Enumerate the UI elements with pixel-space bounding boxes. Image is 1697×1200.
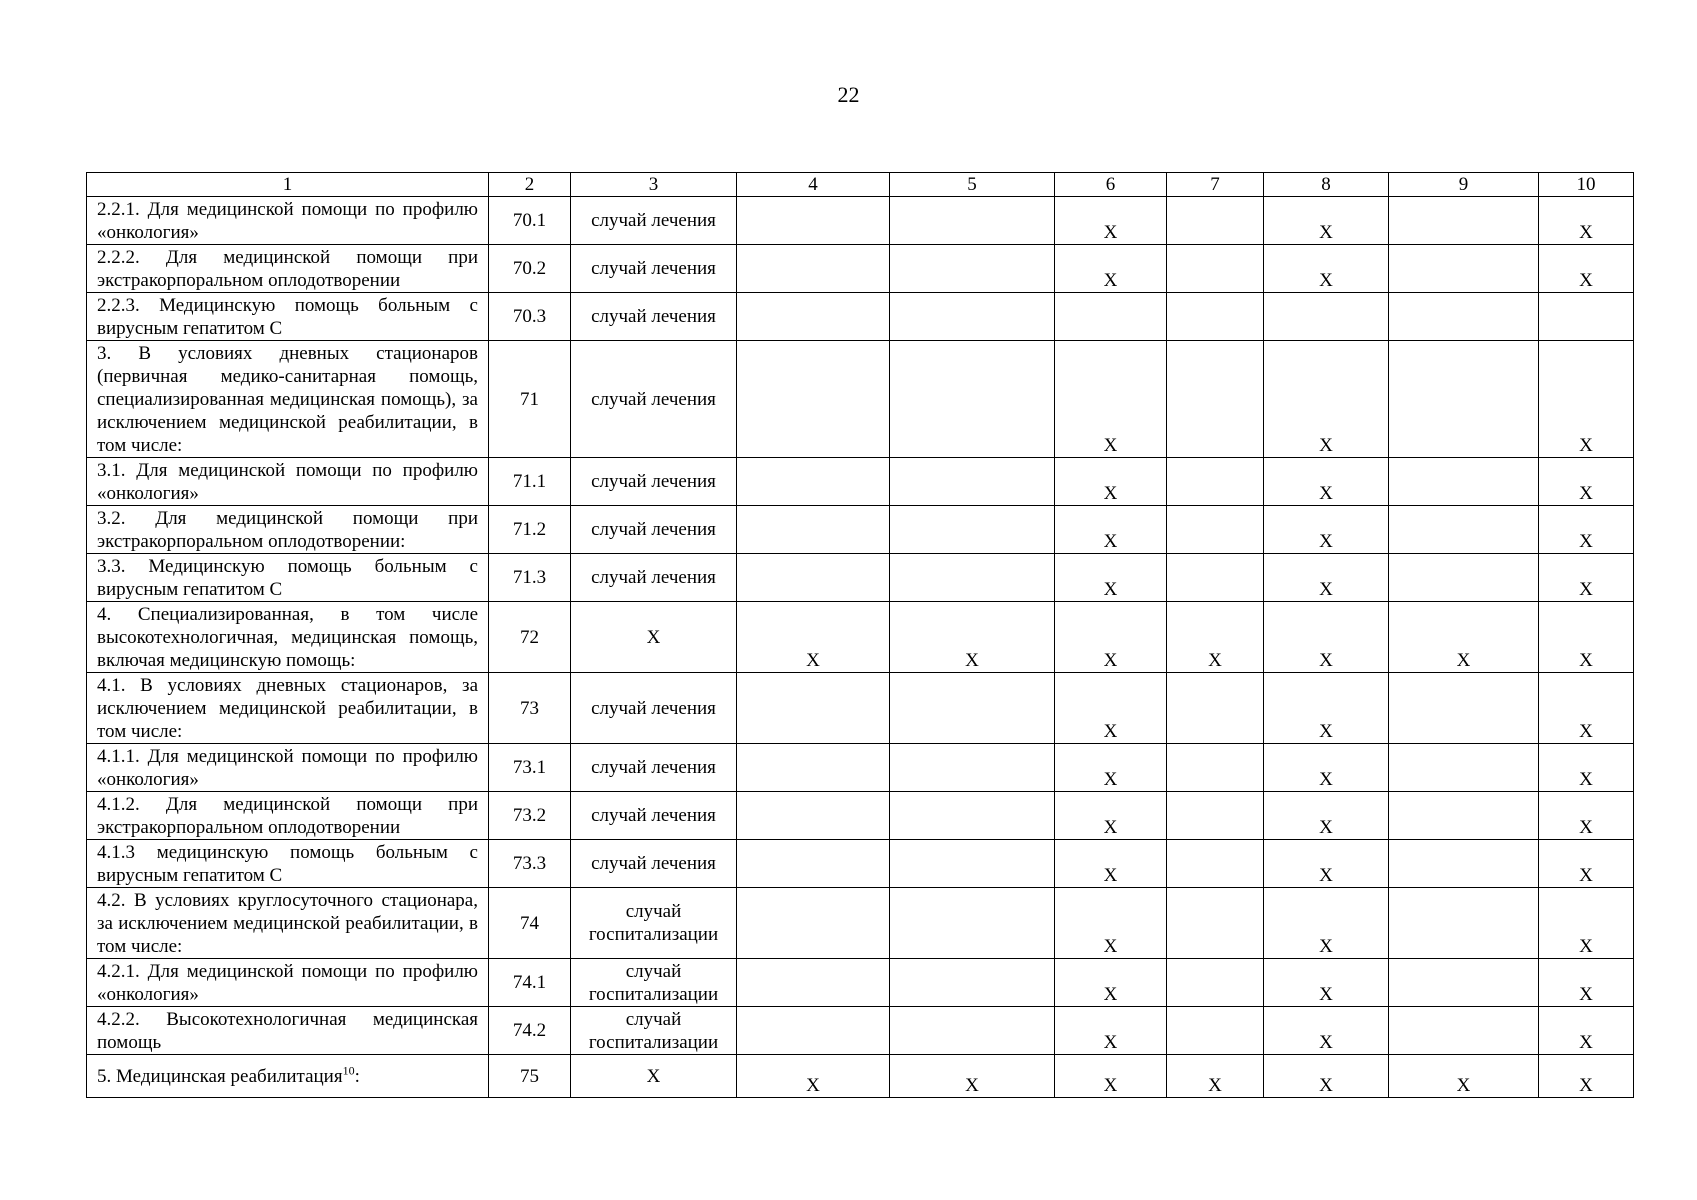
row-name: 3.3. Медицинскую помощь больным с вирусным гепатитом С (97, 555, 478, 600)
row-col-7-cell (1167, 744, 1264, 792)
row-col-5-cell (890, 959, 1055, 1007)
row-col-4-cell (737, 341, 890, 458)
row-number-cell: 72 (489, 602, 571, 673)
row-unit-cell: случай лечения (571, 554, 737, 602)
row-col-7-cell (1167, 506, 1264, 554)
row-col-7-cell (1167, 245, 1264, 293)
row-unit-cell: случай госпитализации (571, 959, 737, 1007)
row-col-6-cell: X (1055, 506, 1167, 554)
table-row (87, 197, 1634, 245)
row-unit-cell: X (571, 1055, 737, 1098)
row-name: 4.1.1. Для медицинской помощи по профилю «онкология» (97, 745, 478, 790)
column-header-5: 5 (890, 173, 1055, 197)
row-unit-cell: случай лечения (571, 792, 737, 840)
row-unit-cell: случай лечения (571, 293, 737, 341)
row-col-8-cell: X (1264, 673, 1389, 744)
row-col-6-cell: X (1055, 341, 1167, 458)
row-col-9-cell (1389, 888, 1539, 959)
row-col-10-cell: X (1539, 840, 1634, 888)
row-col-9-cell (1389, 197, 1539, 245)
row-col-6-cell: X (1055, 1007, 1167, 1055)
row-col-10-cell: X (1539, 197, 1634, 245)
row-col-4-cell (737, 458, 890, 506)
table-row (87, 792, 1634, 840)
row-col-6-cell: X (1055, 458, 1167, 506)
row-col-9-cell (1389, 245, 1539, 293)
table-row (87, 840, 1634, 888)
column-header-10: 10 (1539, 173, 1634, 197)
table-body (87, 173, 1634, 1098)
row-col-9-cell (1389, 341, 1539, 458)
row-col-10-cell: X (1539, 554, 1634, 602)
row-name-cell (87, 602, 489, 673)
row-col-7-cell (1167, 673, 1264, 744)
row-name-cell (87, 673, 489, 744)
row-unit-cell: случай лечения (571, 673, 737, 744)
row-col-7-cell: X (1167, 602, 1264, 673)
row-col-7-cell: X (1167, 1055, 1264, 1098)
row-col-10-cell: X (1539, 673, 1634, 744)
row-number-cell: 74 (489, 888, 571, 959)
row-unit-cell: случай лечения (571, 341, 737, 458)
row-col-10-cell: X (1539, 602, 1634, 673)
row-number-cell: 74.2 (489, 1007, 571, 1055)
row-col-6-cell: X (1055, 245, 1167, 293)
row-col-8-cell: X (1264, 554, 1389, 602)
row-name-cell (87, 293, 489, 341)
row-col-7-cell (1167, 959, 1264, 1007)
row-name: 5. Медицинская реабилитация (97, 1065, 343, 1087)
row-col-6-cell: X (1055, 792, 1167, 840)
row-col-6-cell: X (1055, 602, 1167, 673)
row-number-cell: 73.3 (489, 840, 571, 888)
row-unit-cell: случай лечения (571, 744, 737, 792)
table-row (87, 341, 1634, 458)
row-number-cell: 73.2 (489, 792, 571, 840)
row-col-6-cell: X (1055, 959, 1167, 1007)
row-col-9-cell (1389, 1007, 1539, 1055)
row-col-9-cell: X (1389, 1055, 1539, 1098)
row-unit-cell: X (571, 602, 737, 673)
row-col-9-cell (1389, 673, 1539, 744)
row-col-7-cell (1167, 293, 1264, 341)
column-header-2: 2 (489, 173, 571, 197)
row-name-suffix: : (354, 1065, 360, 1087)
row-col-10-cell: X (1539, 1007, 1634, 1055)
table-row (87, 554, 1634, 602)
row-col-9-cell (1389, 293, 1539, 341)
row-col-7-cell (1167, 1007, 1264, 1055)
row-name: 3. В условиях дневных стационаров (первичная медико-санитарная помощь, специализированная медицинская помощь), за исключением медицинской реабилитации, в том числе: (97, 342, 478, 456)
row-name-cell (87, 506, 489, 554)
row-name-cell (87, 1055, 489, 1098)
row-col-4-cell: X (737, 1055, 890, 1098)
column-header-4: 4 (737, 173, 890, 197)
row-col-6-cell: X (1055, 744, 1167, 792)
row-col-7-cell (1167, 792, 1264, 840)
row-col-6-cell: X (1055, 1055, 1167, 1098)
table-row (87, 293, 1634, 341)
row-col-8-cell: X (1264, 840, 1389, 888)
row-name-cell (87, 554, 489, 602)
row-col-5-cell (890, 197, 1055, 245)
row-col-8-cell: X (1264, 245, 1389, 293)
row-col-6-cell: X (1055, 673, 1167, 744)
row-col-6-cell: X (1055, 554, 1167, 602)
row-col-10-cell: X (1539, 341, 1634, 458)
row-col-8-cell: X (1264, 341, 1389, 458)
row-col-5-cell (890, 245, 1055, 293)
table-header-row (87, 173, 1634, 197)
row-col-5-cell (890, 293, 1055, 341)
row-unit-cell: случай госпитализации (571, 888, 737, 959)
row-col-5-cell (890, 458, 1055, 506)
row-unit-cell: случай лечения (571, 245, 737, 293)
row-col-7-cell (1167, 888, 1264, 959)
row-number-cell: 71.2 (489, 506, 571, 554)
row-col-10-cell: X (1539, 458, 1634, 506)
column-header-6: 6 (1055, 173, 1167, 197)
row-col-8-cell: X (1264, 1007, 1389, 1055)
row-name: 2.2.1. Для медицинской помощи по профилю «онкология» (97, 198, 478, 243)
row-col-5-cell (890, 792, 1055, 840)
table-row (87, 602, 1634, 673)
row-name: 3.1. Для медицинской помощи по профилю «онкология» (97, 459, 478, 504)
row-col-10-cell: X (1539, 888, 1634, 959)
footnote-mark: 10 (342, 1063, 355, 1078)
column-header-3: 3 (571, 173, 737, 197)
row-col-9-cell (1389, 744, 1539, 792)
row-col-10-cell: X (1539, 1055, 1634, 1098)
data-table (86, 172, 1634, 1098)
row-name-cell (87, 245, 489, 293)
row-col-6-cell: X (1055, 197, 1167, 245)
table-row (87, 744, 1634, 792)
row-col-7-cell (1167, 458, 1264, 506)
row-col-5-cell (890, 554, 1055, 602)
row-col-5-cell (890, 840, 1055, 888)
row-col-10-cell: X (1539, 959, 1634, 1007)
row-col-8-cell: X (1264, 959, 1389, 1007)
table-row (87, 506, 1634, 554)
row-col-6-cell: X (1055, 888, 1167, 959)
row-name-cell (87, 458, 489, 506)
row-col-9-cell: X (1389, 602, 1539, 673)
table-row (87, 458, 1634, 506)
row-name: 4.1.2. Для медицинской помощи при экстракорпоральном оплодотворении (97, 793, 478, 838)
row-col-4-cell (737, 744, 890, 792)
page-number: 22 (837, 82, 860, 107)
table-row (87, 245, 1634, 293)
row-col-7-cell (1167, 197, 1264, 245)
row-col-8-cell: X (1264, 506, 1389, 554)
row-number-cell: 70.1 (489, 197, 571, 245)
row-col-4-cell (737, 792, 890, 840)
row-name-cell (87, 744, 489, 792)
row-name: 2.2.2. Для медицинской помощи при экстракорпоральном оплодотворении (97, 246, 478, 291)
row-name-cell (87, 840, 489, 888)
row-unit-cell: случай госпитализации (571, 1007, 737, 1055)
row-name: 4.2. В условиях круглосуточного стационара, за исключением медицинской реабилитации, в том числе: (97, 889, 478, 957)
row-name: 4.1.3 медицинскую помощь больным с вирусным гепатитом С (97, 841, 478, 886)
row-col-8-cell: X (1264, 602, 1389, 673)
row-col-4-cell (737, 245, 890, 293)
table-row (87, 673, 1634, 744)
table-row (87, 888, 1634, 959)
row-name-cell (87, 197, 489, 245)
row-number-cell: 70.2 (489, 245, 571, 293)
row-col-6-cell (1055, 293, 1167, 341)
row-col-4-cell (737, 554, 890, 602)
row-col-8-cell (1264, 293, 1389, 341)
row-unit-cell: случай лечения (571, 458, 737, 506)
row-col-10-cell (1539, 293, 1634, 341)
row-col-9-cell (1389, 959, 1539, 1007)
row-col-10-cell: X (1539, 744, 1634, 792)
row-name: 2.2.3. Медицинскую помощь больным с вирусным гепатитом С (97, 294, 478, 339)
row-unit-cell: случай лечения (571, 506, 737, 554)
row-col-7-cell (1167, 554, 1264, 602)
row-col-10-cell: X (1539, 792, 1634, 840)
row-col-4-cell (737, 197, 890, 245)
row-col-4-cell (737, 959, 890, 1007)
row-col-4-cell (737, 888, 890, 959)
row-name-cell (87, 792, 489, 840)
row-unit-cell: случай лечения (571, 197, 737, 245)
row-name: 4.2.2. Высокотехнологичная медицинская помощь (97, 1008, 478, 1053)
row-col-6-cell: X (1055, 840, 1167, 888)
column-header-1: 1 (87, 173, 489, 197)
table-row (87, 1007, 1634, 1055)
row-col-8-cell: X (1264, 792, 1389, 840)
row-col-4-cell (737, 293, 890, 341)
row-col-9-cell (1389, 506, 1539, 554)
row-col-9-cell (1389, 792, 1539, 840)
row-number-cell: 73 (489, 673, 571, 744)
column-header-9: 9 (1389, 173, 1539, 197)
row-name-cell (87, 959, 489, 1007)
row-col-4-cell (737, 1007, 890, 1055)
row-name-cell (87, 1007, 489, 1055)
row-number-cell: 71.3 (489, 554, 571, 602)
row-col-8-cell: X (1264, 1055, 1389, 1098)
row-col-5-cell: X (890, 602, 1055, 673)
row-col-4-cell: X (737, 602, 890, 673)
row-col-9-cell (1389, 458, 1539, 506)
table-row (87, 1055, 1634, 1098)
row-col-4-cell (737, 506, 890, 554)
row-number-cell: 74.1 (489, 959, 571, 1007)
row-col-8-cell: X (1264, 744, 1389, 792)
row-col-5-cell (890, 506, 1055, 554)
row-name: 4. Специализированная, в том числе высокотехнологичная, медицинская помощь, включая медицинскую помощь: (97, 603, 478, 671)
row-name: 3.2. Для медицинской помощи при экстракорпоральном оплодотворении: (97, 507, 478, 552)
row-number-cell: 71 (489, 341, 571, 458)
row-col-10-cell: X (1539, 506, 1634, 554)
row-number-cell: 70.3 (489, 293, 571, 341)
column-header-7: 7 (1167, 173, 1264, 197)
row-col-7-cell (1167, 840, 1264, 888)
row-col-5-cell (890, 744, 1055, 792)
row-col-5-cell (890, 888, 1055, 959)
column-header-8: 8 (1264, 173, 1389, 197)
table-row (87, 959, 1634, 1007)
row-col-7-cell (1167, 341, 1264, 458)
row-number-cell: 73.1 (489, 744, 571, 792)
row-number-cell: 71.1 (489, 458, 571, 506)
row-name-cell (87, 341, 489, 458)
row-col-8-cell: X (1264, 197, 1389, 245)
row-col-4-cell (737, 840, 890, 888)
row-col-5-cell (890, 341, 1055, 458)
row-name: 4.2.1. Для медицинской помощи по профилю «онкология» (97, 960, 478, 1005)
row-col-8-cell: X (1264, 888, 1389, 959)
row-col-10-cell: X (1539, 245, 1634, 293)
row-col-5-cell (890, 673, 1055, 744)
row-name: 4.1. В условиях дневных стационаров, за исключением медицинской реабилитации, в том числе: (97, 674, 478, 742)
row-col-9-cell (1389, 840, 1539, 888)
row-col-5-cell (890, 1007, 1055, 1055)
row-number-cell: 75 (489, 1055, 571, 1098)
row-name-cell (87, 888, 489, 959)
row-col-5-cell: X (890, 1055, 1055, 1098)
row-col-9-cell (1389, 554, 1539, 602)
row-col-4-cell (737, 673, 890, 744)
row-unit-cell: случай лечения (571, 840, 737, 888)
row-col-8-cell: X (1264, 458, 1389, 506)
